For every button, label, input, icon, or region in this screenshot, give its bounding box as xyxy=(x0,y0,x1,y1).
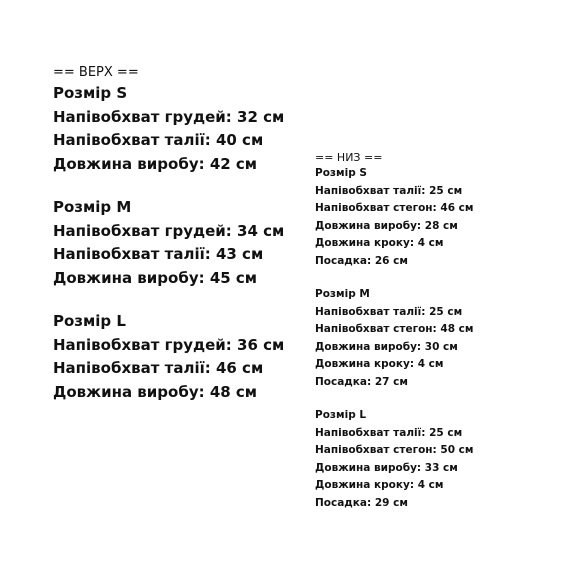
measurement-line: Напівобхват талії: 25 см xyxy=(315,426,463,439)
top-size-s-group xyxy=(53,82,284,176)
size-label: Розмір S xyxy=(53,84,128,102)
size-label: Розмір M xyxy=(315,288,370,300)
measurement-line: Напівобхват стегон: 50 см xyxy=(315,444,474,456)
bottom-size-m-group xyxy=(315,286,473,391)
top-section-header: == ВЕРХ == xyxy=(53,65,139,80)
size-label: Розмір L xyxy=(315,409,367,421)
measurement-line: Напівобхват талії: 25 см xyxy=(315,184,463,197)
measurement-line: Посадка: 26 см xyxy=(315,254,408,267)
measurement-line: Довжина виробу: 42 см xyxy=(53,154,258,173)
measurement-line: Напівобхват грудей: 32 см xyxy=(53,107,285,126)
size-label: Розмір M xyxy=(53,198,132,216)
measurement-line: Напівобхват талії: 40 см xyxy=(53,131,264,149)
measurement-line: Напівобхват грудей: 36 см xyxy=(53,335,285,354)
measurement-line: Довжина кроку: 4 см xyxy=(315,237,444,249)
measurement-line: Напівобхват талії: 46 см xyxy=(53,359,264,377)
measurement-line: Довжина виробу: 30 см xyxy=(315,340,458,353)
bottom-section-header: == НИЗ == xyxy=(315,151,383,164)
top-size-chart xyxy=(53,64,284,404)
measurement-line: Посадка: 29 см xyxy=(315,496,408,509)
measurement-line: Довжина виробу: 45 см xyxy=(53,268,258,287)
bottom-size-chart xyxy=(315,150,473,512)
bottom-size-l-group xyxy=(315,407,473,512)
measurement-line: Напівобхват талії: 25 см xyxy=(315,305,463,318)
size-label: Розмір L xyxy=(53,312,126,330)
measurement-line: Напівобхват стегон: 48 см xyxy=(315,323,474,335)
measurement-line: Посадка: 27 см xyxy=(315,375,408,388)
measurement-line: Напівобхват стегон: 46 см xyxy=(315,202,474,214)
bottom-size-s-group xyxy=(315,165,473,270)
measurement-line: Довжина кроку: 4 см xyxy=(315,358,444,370)
measurement-line: Довжина кроку: 4 см xyxy=(315,479,444,491)
top-size-l-group xyxy=(53,310,284,404)
measurement-line: Довжина виробу: 33 см xyxy=(315,461,458,474)
measurement-line: Довжина виробу: 28 см xyxy=(315,219,458,232)
measurement-line: Напівобхват талії: 43 см xyxy=(53,245,264,263)
size-label: Розмір S xyxy=(315,167,367,179)
measurement-line: Напівобхват грудей: 34 см xyxy=(53,221,285,240)
measurement-line: Довжина виробу: 48 см xyxy=(53,382,258,401)
top-size-m-group xyxy=(53,196,284,290)
